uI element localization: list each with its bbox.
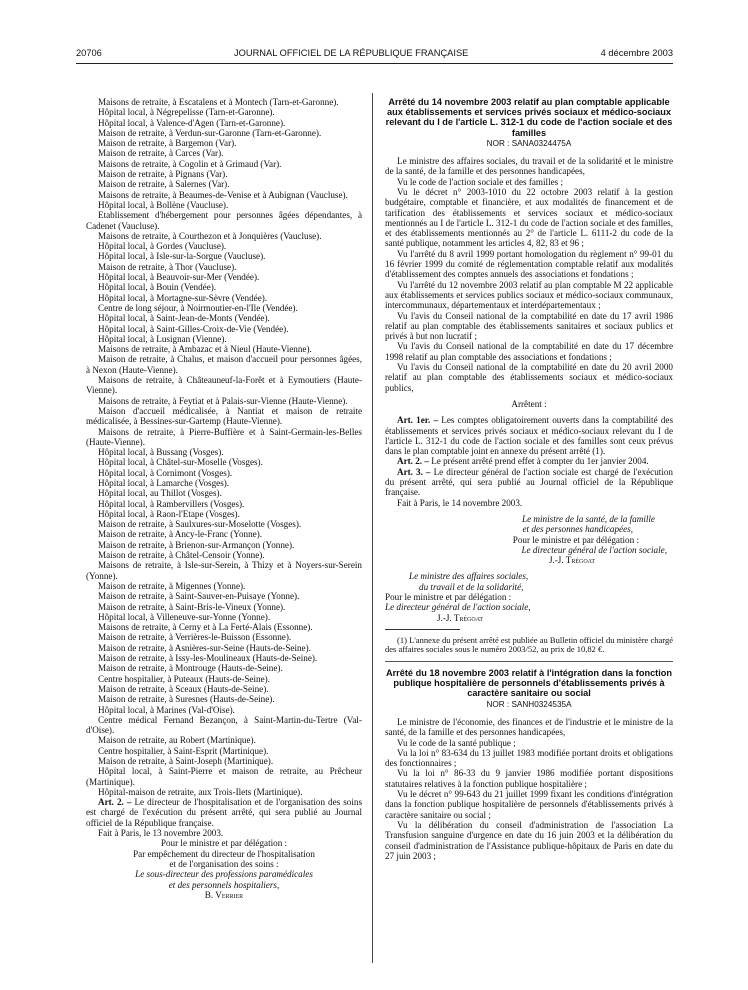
article-2-label: Art. 2. – (397, 456, 429, 467)
visa-item: Vu la loi n° 83-634 du 13 juillet 1983 modifiée portant droits et obligations des fonctionnaires ; (385, 747, 673, 769)
section-rule (385, 661, 673, 662)
establishment-item: Maison de retraite, à Sceaux (Hauts-de-Seine). (98, 683, 269, 694)
decree-1-title: Arrêté du 14 novembre 2003 relatif au plan comptable applicable aux établissements et services privés sociaux et médico-sociaux relevant du I de l'article L. 312-1 du code de l'action sociale et des familles (385, 97, 673, 138)
establishment-item: Maison de retraite, à Châtel-Censoir (Yonne). (98, 550, 265, 561)
visa-item: Vu l'avis du Conseil national de la comptabilité en date du 17 décembre 1998 relatif au plan comptable des associations et fondations ; (385, 341, 673, 362)
signatory-name: B. Verrier (204, 889, 244, 900)
header-rule (76, 63, 673, 64)
decree-1-signature-date: Fait à Paris, le 14 novembre 2003. (397, 497, 523, 508)
establishment-item: Maisons de retraite, à Beaumes-de-Venise et à Aubignan (Vaucluse). (98, 189, 348, 200)
establishment-item: Centre hospitalier, à Puteaux (Hauts-de-Seine). (98, 673, 270, 684)
visa-item: Vu la loi n° 86-33 du 9 janvier 1986 modifiée portant dispositions statutaires relatives à la fonction publique hospitalière ; (385, 768, 673, 789)
issue-date: 4 décembre 2003 (600, 48, 673, 58)
establishment-item: Hôpital local, à Lusignan (Vienne). (98, 333, 227, 344)
decree-1-intro: Le ministre des affaires sociales, du travail et de la solidarité et le ministre de la santé, de la famille et des personnes handicapées, (385, 156, 673, 177)
signature-line: Le directeur général de l'action sociale, (521, 544, 667, 555)
establishment-item: Maison de retraite, à Verdun-sur-Garonne (Tarn-et-Garonne). (98, 127, 322, 138)
establishment-item: Maison de retraite, à Ancy-le-Franc (Yonne). (98, 529, 263, 540)
establishment-item: Hôpital-maison de retraite, aux Trois-Ilets (Martinique). (98, 786, 303, 797)
article-1-text: Les comptes obligatoirement ouverts dans la comptabilité des établissements et services privés sociaux et médico-sociaux relevant du I de l'article L. 312-1 du code de l'action sociale et des familles sont ceux prévus dans le plan comptable joint en annexe du présent arrêté (1). (385, 415, 674, 457)
establishment-item: Hôpital local, à Saint-Gilles-Croix-de-Vie (Vendée). (98, 323, 289, 334)
decree-1-article-3 (385, 467, 673, 498)
decree-2-visas (385, 738, 673, 862)
establishment-item: Hôpital local, à Gordes (Vaucluse). (98, 241, 227, 252)
establishment-item: Maisons de retraite, à Escatalens et à Montech (Tarn-et-Garonne). (98, 97, 339, 107)
establishment-item: Hôpital local, à Rambervillers (Vosges). (98, 498, 245, 509)
establishment-item: Maisons de retraite, à Cerny et à La Ferté-Alais (Essonne). (98, 622, 313, 633)
establishment-item: Maison de retraite, à Suresnes (Hauts-de-Seine). (98, 694, 275, 705)
article-2-label: Art. 2. – (98, 797, 132, 808)
visa-item: Vu le code de l'action sociale et des familles ; (397, 176, 564, 187)
establishment-item: Maisons de retraite, à Isle-sur-Serein, à Thizy et à Noyers-sur-Serein (Yonne). (86, 560, 362, 581)
establishment-item: Hôpital local, à Cornimont (Vosges). (98, 467, 233, 478)
establishment-item: Hôpital local, à Bollène (Vaucluse). (98, 199, 229, 210)
establishment-item: Hôpital local, au Thillot (Vosges). (98, 488, 222, 499)
signature-line: Le directeur général de l'action sociale, (385, 602, 531, 613)
establishment-item: Maisons de retraite, à Feytiat et à Palais-sur-Vienne (Haute-Vienne). (98, 395, 348, 406)
establishment-item: Maisons de retraite, à Courthezon et à Jonquières (Vaucluse). (98, 230, 322, 241)
establishment-item: Maison de retraite, à Saint-Joseph (Martinique). (98, 756, 274, 766)
establishment-item: Centre hospitalier, à Saint-Esprit (Martinique). (98, 745, 269, 756)
establishment-item: Hôpital local, à Bussang (Vosges). (98, 447, 224, 458)
establishment-item: Maison de retraite, à Thor (Vaucluse). (98, 261, 237, 272)
signature-line: et des personnels hospitaliers, (168, 879, 280, 890)
establishment-item: Hôpital local, à Négrepelisse (Tarn-et-Garonne). (98, 107, 275, 118)
establishment-item: Maison de retraite, à Carces (Var). (98, 148, 224, 159)
establishment-item: Centre de long séjour, à Noirmoutier-en-l'Ile (Vendée). (98, 302, 298, 313)
visa-item: Vu l'arrêté du 8 avril 1999 portant homologation du règlement n° 99-01 du 16 février 1999 du comité de réglementation comptable relatif aux modalités d'établissement des comptes annuels des associations et fondations ; (385, 248, 673, 280)
establishment-item: Maison de retraite, à Montrouge (Hauts-de-Seine). (98, 663, 283, 674)
establishment-item: Maison de retraite, à Migennes (Yonne). (98, 580, 246, 591)
signature-line: Pour le ministre et par délégation : (512, 534, 639, 545)
article-2-text: Le directeur de l'hospitalisation et de l'organisation des soins est chargé de l'exécution du présent arrêté, qui sera publié au Journal officiel de la République française. (86, 797, 363, 828)
establishment-item: Hôpital local, à Valence-d'Agen (Tarn-et-Garonne). (98, 117, 286, 128)
establishment-item: Maisons de retraite, à Pierre-Buffière et à Saint-Germain-les-Belles (Haute-Vienne). (86, 426, 362, 447)
left-column (86, 97, 362, 900)
decree-1-footnote: (1) L'annexe du présent arrêté est publiée au Bulletin officiel du ministère chargé des affaires sociales sous le numéro 2003/52, au prix de 10,82 €. (385, 634, 673, 655)
article-2 (86, 797, 362, 828)
decree-2-nor: NOR : SANH0324535A (486, 699, 572, 709)
article-1-label: Art. 1er. – (397, 415, 439, 426)
page-header (76, 48, 673, 62)
visa-item: Vu le code de la santé publique ; (397, 737, 516, 748)
signatory-name: J.-J. Trégoat (437, 612, 484, 623)
establishment-item: Hôpital local, à Châtel-sur-Moselle (Vosges). (98, 457, 263, 468)
visa-item: Vu le décret n° 99-643 du 21 juillet 1999 fixant les conditions d'intégration dans la fonction publique hospitalière de personnels d'établissements privés à caractère sanitaire ou social ; (385, 789, 673, 820)
establishment-item: Maison de retraite, à Bargemon (Var). (98, 138, 237, 149)
establishment-item: Maison de retraite, à Verrières-le-Buisson (Essonne). (98, 632, 292, 643)
establishment-item: Maisons de retraite, à Châteauneuf-la-Forêt et à Eymoutiers (Haute-Vienne). (86, 375, 362, 396)
signature-line: Pour le ministre et par délégation : (160, 838, 288, 849)
article-2-text: Le présent arrêté prend effet à compter du 1er janvier 2004. (431, 456, 649, 467)
decree-2-intro: Le ministre de l'économie, des finances et de l'industrie et le ministre de la santé, de la famille et des personnes handicapées, (385, 716, 673, 738)
signature-line: Le ministre des affaires sociales, (409, 571, 529, 582)
establishment-item: Maisons de retraite, à Ambazac et à Nieul (Haute-Vienne). (98, 344, 312, 355)
establishment-item: Maison de retraite, à Pignans (Var). (98, 169, 228, 180)
signature-line: Le sous-directeur des professions paramédicales (135, 869, 313, 880)
page-number: 20706 (76, 48, 102, 58)
establishment-item: Hôpital local, à Villeneuve-sur-Yonne (Yonne). (98, 611, 271, 622)
decree-1-visas (385, 177, 673, 393)
establishment-item: Centre médical Fernand Bezançon, à Saint-Martin-du-Tertre (Val-d'Oise). (86, 714, 362, 736)
article-3-text: Le directeur général de l'action sociale est chargé de l'exécution du présent arrêté, qui sera publié au Journal officiel de la République française. (385, 466, 673, 498)
right-column (385, 97, 673, 861)
signature-line: Par empêchement du directeur de l'hospitalisation (133, 848, 315, 859)
establishment-item: Maison de retraite, à Saulxures-sur-Moselotte (Vosges). (98, 519, 302, 530)
footnote-rule (385, 629, 460, 630)
establishment-item: Hôpital local, à Marines (Val-d'Oise). (98, 704, 235, 715)
establishment-item: Hôpital local, à Lamarche (Vosges). (98, 477, 230, 488)
establishment-item: Maison de retraite, à Saint-Bris-le-Vineux (Yonne). (98, 601, 286, 612)
establishment-item: Maison de retraite, au Robert (Martinique). (98, 735, 256, 746)
establishment-item: Hôpital local, à Saint-Pierre et maison de retraite, au Prêcheur (Martinique). (86, 766, 362, 787)
visa-item: Vu l'avis du Conseil national de la comptabilité en date du 20 avril 2000 relatif au plan comptable des établissements sociaux et médico-sociaux publics, (385, 362, 673, 393)
article-3-label: Art. 3. – (397, 466, 431, 477)
establishment-item: Etablissement d'hébergement pour personnes âgées dépendantes, à Cadenet (Vaucluse). (86, 210, 362, 231)
establishment-item: Hôpital local, à Raon-l'Etape (Vosges). (98, 508, 240, 519)
establishment-item: Hôpital local, à Saint-Jean-de-Monts (Vendée). (98, 313, 270, 324)
establishment-item: Hôpital local, à Beauvoir-sur-Mer (Vendée). (98, 272, 260, 283)
signature-line: et des personnes handicapées, (522, 524, 633, 535)
journal-title: JOURNAL OFFICIEL DE LA RÉPUBLIQUE FRANÇAISE (234, 48, 469, 58)
establishment-item: Hôpital local, à Mortagne-sur-Sèvre (Vendée). (98, 292, 268, 303)
column-divider (372, 93, 373, 963)
establishment-item: Maison de retraite, à Saint-Sauver-en-Puisaye (Yonne). (98, 591, 300, 602)
establishment-item: Hôpital local, à Isle-sur-la-Sorgue (Vaucluse). (98, 251, 266, 262)
visa-item: Vu l'arrêté du 12 novembre 2003 relatif au plan comptable M 22 applicable aux établissements et services publics sociaux et médico-sociaux communaux, intercommunaux, départementaux et interdépartementaux ; (385, 279, 673, 311)
signature-line: et de l'organisation des soins : (169, 858, 279, 869)
establishment-item: Maison de retraite, à Brienon-sur-Armançon (Yonne). (98, 539, 295, 550)
decree-1-article-2 (385, 456, 673, 466)
establishment-item: Maison de retraite, à Chalus, et maison d'accueil pour personnes âgées, à Nexon (Haute-Vienne). (86, 354, 362, 375)
establishment-item: Maisons de retraite, à Cogolin et à Grimaud (Var). (98, 158, 282, 169)
decree-1-nor: NOR : SANA0324475A (486, 138, 572, 148)
visa-item: Vu l'avis du Conseil national de la comptabilité en date du 17 avril 1986 relatif au plan comptable des établissements sanitaires et sociaux publics et privés à but non lucratif ; (385, 310, 673, 342)
decree-1-arretent: Arrêtent : (511, 398, 547, 409)
establishment-list (86, 97, 362, 797)
decree-1-article-1 (385, 415, 673, 456)
signature-line: Pour le ministre et par délégation : (385, 591, 512, 602)
establishment-item: Maison d'accueil médicalisée, à Nantiat et maison de retraite médicalisée, à Bessines-sur-Gartemp (Haute-Vienne). (86, 405, 362, 427)
decree-2-title: Arrêté du 18 novembre 2003 relatif à l'intégration dans la fonction publique hospitalière de personnels d'établissements privés à caractère sanitaire ou social (385, 668, 673, 699)
establishment-item: Maison de retraite, à Issy-les-Moulineaux (Hauts-de-Seine). (98, 653, 318, 664)
establishment-item: Maison de retraite, à Asnières-sur-Seine (Hauts-de-Seine). (98, 642, 311, 653)
signatory-name: J.-J. Trégoat (548, 555, 595, 566)
establishment-item: Hôpital local, à Bouin (Vendée). (98, 282, 217, 293)
establishment-item: Maison de retraite, à Salernes (Var). (98, 179, 230, 190)
signature-line: Le ministre de la santé, de la famille (522, 513, 655, 524)
visa-item: Vu la délibération du conseil d'administration de l'association La Transfusion sanguine d'urgence en date du 16 juin 2003 et la délibération du conseil d'administration de l'Assistance publique-hôpitaux de Paris en date du 27 juin 2003 ; (385, 819, 673, 861)
visa-item: Vu le décret n° 2003-1010 du 22 octobre 2003 relatif à la gestion budgétaire, comptable et financière, et aux modalités de financement et de tarification des établissements et services sociaux et médico-sociaux mentionnés au I de l'article L. 312-1 du code de l'action sociale et des familles, et des établissements mentionnés au 2° de l'article L. 6111-2 du code de la santé publique, notamment les articles 4, 82, 83 et 96 ; (385, 187, 673, 249)
signature-line: du travail et de la solidarité, (419, 581, 524, 592)
signature-date: Fait à Paris, le 13 novembre 2003. (98, 828, 224, 839)
